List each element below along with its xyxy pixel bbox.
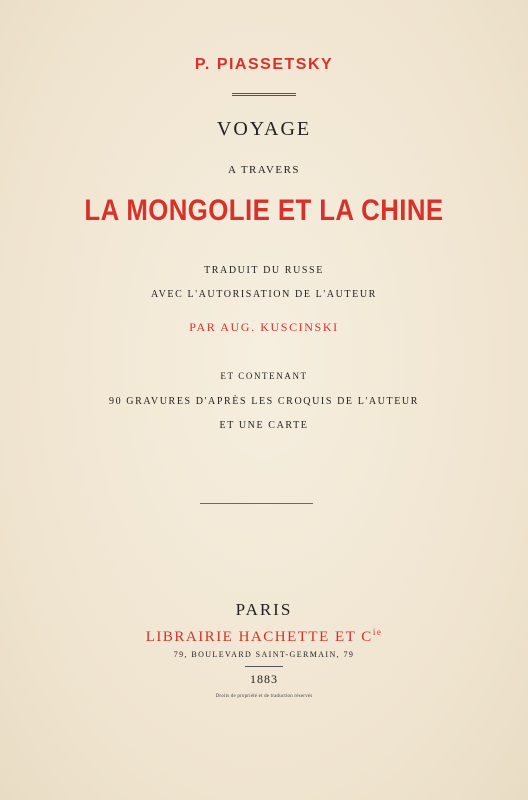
rights-notice: Droits de propriété et de traduction réservés (215, 694, 313, 699)
publication-year: 1883 (250, 672, 278, 686)
small-rule-divider (245, 666, 283, 667)
contents-intro: ET CONTENANT (220, 371, 308, 381)
middle-rule-divider (200, 503, 313, 504)
map-note: ET UNE CARTE (219, 420, 309, 431)
double-rule-divider (232, 93, 296, 96)
publication-city: PARIS (235, 600, 293, 619)
author-name: P. PIASSETSKY (194, 56, 334, 73)
title-voyage: VOYAGE (216, 118, 312, 140)
engravings-note: 90 GRAVURES D'APRÈS LES CROQUIS DE L'AUTEUR (108, 396, 420, 407)
translation-note: TRADUIT DU RUSSE (204, 265, 324, 276)
main-title: LA MONGOLIE ET LA CHINE (84, 194, 444, 227)
publisher-name (0, 627, 528, 646)
publisher-superscript: ie (372, 627, 383, 637)
publisher-address: 79, BOULEVARD SAINT-GERMAIN, 79 (173, 650, 355, 659)
publisher-main: LIBRAIRIE HACHETTE ET C (145, 629, 373, 645)
authorization-note: AVEC L'AUTORISATION DE L'AUTEUR (151, 289, 377, 300)
translator-name: PAR AUG. KUSCINSKI (189, 320, 339, 334)
title-a-travers: A TRAVERS (227, 164, 301, 176)
